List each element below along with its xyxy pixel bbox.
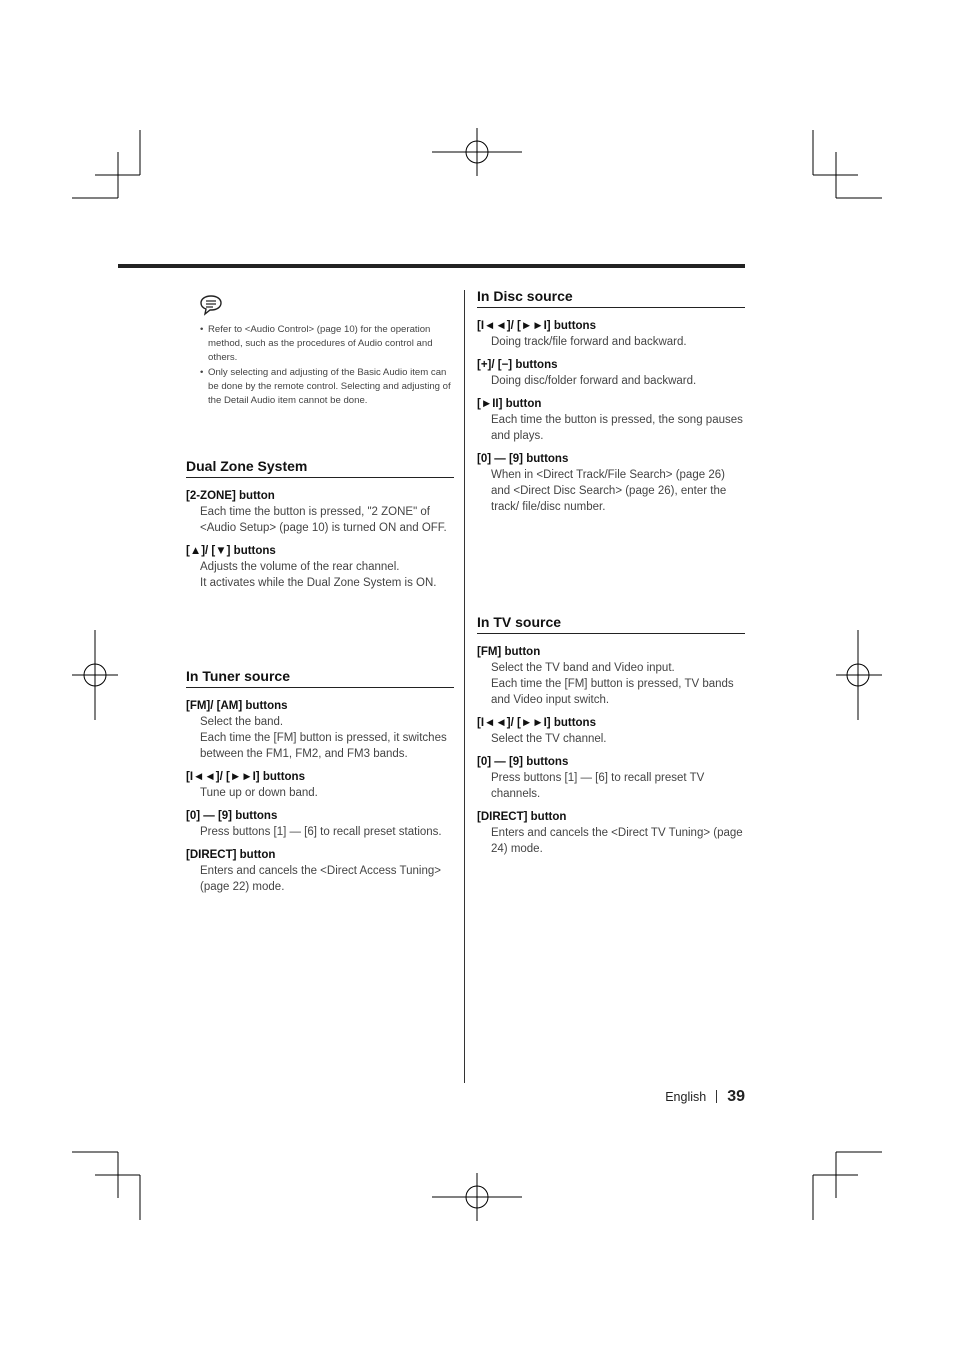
item-title: [I◄◄]/ [►►I] buttons: [186, 771, 305, 783]
description-line: Select the TV band and Video input.: [491, 662, 675, 674]
button-description: [186, 808, 454, 840]
item-description: [477, 373, 745, 389]
section-title: In Disc source: [477, 288, 745, 308]
note-block: [186, 294, 454, 408]
description-line: It activates while the Dual Zone System is ON.: [200, 577, 437, 589]
section-tuner: [186, 668, 454, 902]
button-description: [186, 847, 454, 895]
description-line: Adjusts the volume of the rear channel.: [200, 561, 400, 573]
page-footer: [665, 1088, 745, 1106]
item-description: [477, 825, 745, 857]
note-item: • Refer to <Audio Control> (page 10) for the operation method, such as the procedures of Audio control and others.: [186, 323, 454, 365]
description-line: Each time the [FM] button is pressed, it switches between the FM1, FM2, and FM3 bands.: [200, 732, 447, 760]
section-tv: [477, 614, 745, 864]
note-icon: [199, 294, 223, 316]
note-item: • Only selecting and adjusting of the Basic Audio item can be done by the remote control. Selecting and adjusting of the Detail Audio item cannot be done.: [186, 366, 454, 408]
description-line: Select the TV channel.: [491, 733, 607, 745]
button-description: [186, 543, 454, 591]
item-description: [186, 504, 454, 536]
item-description: [186, 824, 454, 840]
button-description: [477, 357, 745, 389]
column-divider: [464, 290, 465, 1083]
section-disc: [477, 288, 745, 522]
button-description: [477, 754, 745, 802]
description-line: Press buttons [1] — [6] to recall preset TV channels.: [491, 772, 705, 800]
item-description: [477, 467, 745, 515]
button-description: [186, 488, 454, 536]
item-title: [FM] button: [477, 646, 541, 658]
footer-separator: [716, 1090, 717, 1103]
item-description: [186, 559, 454, 591]
item-description: [477, 770, 745, 802]
item-title: [I◄◄]/ [►►I] buttons: [477, 320, 596, 332]
description-line: Each time the button is pressed, "2 ZONE" of <Audio Setup> (page 10) is turned ON and OFF.: [200, 506, 447, 534]
description-line: Tune up or down band.: [200, 787, 318, 799]
item-description: [186, 714, 454, 762]
button-description: [186, 698, 454, 762]
description-line: Enters and cancels the <Direct Access Tuning> (page 22) mode.: [200, 865, 441, 893]
button-description: [477, 451, 745, 515]
item-title: [0] — [9] buttons: [186, 810, 278, 822]
button-description: [477, 715, 745, 747]
item-description: [477, 334, 745, 350]
language-label: English: [665, 1090, 707, 1104]
section-dual-zone: [186, 458, 454, 598]
item-description: [186, 863, 454, 895]
description-line: Enters and cancels the <Direct TV Tuning> (page 24) mode.: [491, 827, 743, 855]
description-line: Each time the [FM] button is pressed, TV bands and Video input switch.: [491, 678, 734, 706]
item-description: [477, 731, 745, 747]
item-title: [DIRECT] button: [186, 849, 276, 861]
description-line: Select the band.: [200, 716, 284, 728]
description-line: Press buttons [1] — [6] to recall preset stations.: [200, 826, 442, 838]
page-number: 39: [727, 1088, 745, 1105]
item-title: [DIRECT] button: [477, 811, 567, 823]
item-title: [FM]/ [AM] buttons: [186, 700, 288, 712]
button-description: [477, 809, 745, 857]
section-title: In Tuner source: [186, 668, 454, 688]
header-rule: [118, 264, 745, 268]
section-title: Dual Zone System: [186, 458, 454, 478]
button-description: [477, 396, 745, 444]
note-list: [186, 323, 454, 408]
description-line: Doing disc/folder forward and backward.: [491, 375, 697, 387]
item-title: [2-ZONE] button: [186, 490, 275, 502]
item-title: [+]/ [−] buttons: [477, 359, 558, 371]
item-description: [477, 412, 745, 444]
item-description: [186, 785, 454, 801]
button-description: [186, 769, 454, 801]
description-line: Each time the button is pressed, the song pauses and plays.: [491, 414, 743, 442]
section-title: In TV source: [477, 614, 745, 634]
description-line: Doing track/file forward and backward.: [491, 336, 687, 348]
description-line: When in <Direct Track/File Search> (page 26) and <Direct Disc Search> (page 26), enter the track/ file/disc number.: [491, 469, 727, 513]
item-title: [0] — [9] buttons: [477, 453, 569, 465]
item-title: [I◄◄]/ [►►I] buttons: [477, 717, 596, 729]
item-title: [0] — [9] buttons: [477, 756, 569, 768]
button-description: [477, 318, 745, 350]
button-description: [477, 644, 745, 708]
item-title: [►II] button: [477, 398, 542, 410]
item-title: [▲]/ [▼] buttons: [186, 545, 276, 557]
item-description: [477, 660, 745, 708]
